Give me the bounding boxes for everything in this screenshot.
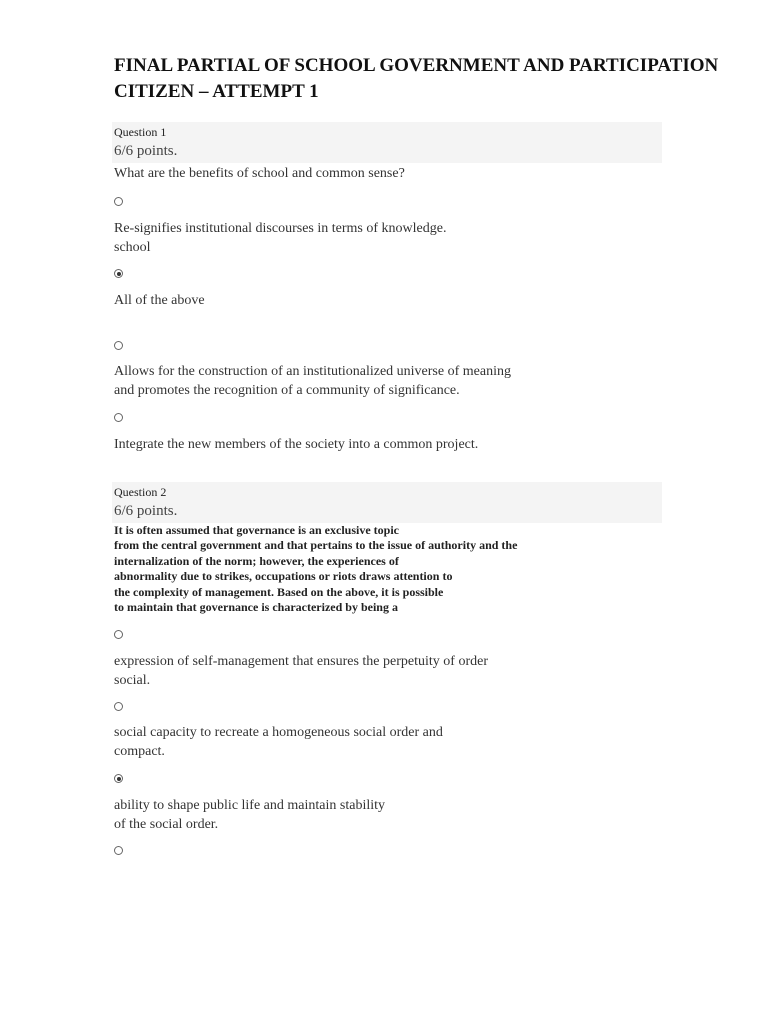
q1-option-3-label: Allows for the construction of an institutionalized universe of meaning and promotes the recognition of a community of significance. [114, 364, 511, 398]
q1-option-2-radio[interactable] [114, 269, 123, 278]
q1-option-4-label: Integrate the new members of the society into a common project. [114, 437, 479, 452]
page-title-line-2: CITIZEN – ATTEMPT 1 [114, 81, 319, 102]
q2-option-2-radio[interactable] [114, 702, 123, 711]
question-2-text: It is often assumed that governance is an exclusive topic from the central government and that pertains to the issue of authority and the internalization of the norm; however, the experiences of abnormality due to strikes, occupations or riots draws attention to the complexity of management. Based on the above, it is possible to maintain that governance is characterized by being a [114, 523, 518, 615]
question-2-header [112, 482, 662, 523]
q2-option-1-radio[interactable] [114, 630, 123, 639]
q2-option-4-radio[interactable] [114, 846, 123, 855]
page-title [114, 53, 734, 105]
q1-option-4-radio[interactable] [114, 413, 123, 422]
q1-option-1-radio[interactable] [114, 197, 123, 206]
q1-option-3-radio[interactable] [114, 341, 123, 350]
question-1-points: 6/6 points. [114, 143, 178, 159]
question-1-header [112, 122, 662, 163]
q2-option-2-label: social capacity to recreate a homogeneous social order and compact. [114, 725, 443, 759]
question-1-text: What are the benefits of school and common sense? [114, 166, 405, 181]
q2-option-3-label: ability to shape public life and maintain stability of the social order. [114, 798, 385, 832]
page-title-line-1: FINAL PARTIAL OF SCHOOL GOVERNMENT AND PARTICIPATION [114, 55, 719, 76]
question-2-label: Question 2 [114, 485, 167, 499]
q1-option-1-label: Re-signifies institutional discourses in terms of knowledge. school [114, 221, 447, 255]
question-1-label: Question 1 [114, 125, 167, 139]
q2-option-3-radio[interactable] [114, 774, 123, 783]
q2-option-1-label: expression of self-management that ensures the perpetuity of order social. [114, 654, 488, 688]
question-2-points: 6/6 points. [114, 503, 178, 519]
q1-option-2-label: All of the above [114, 293, 205, 308]
